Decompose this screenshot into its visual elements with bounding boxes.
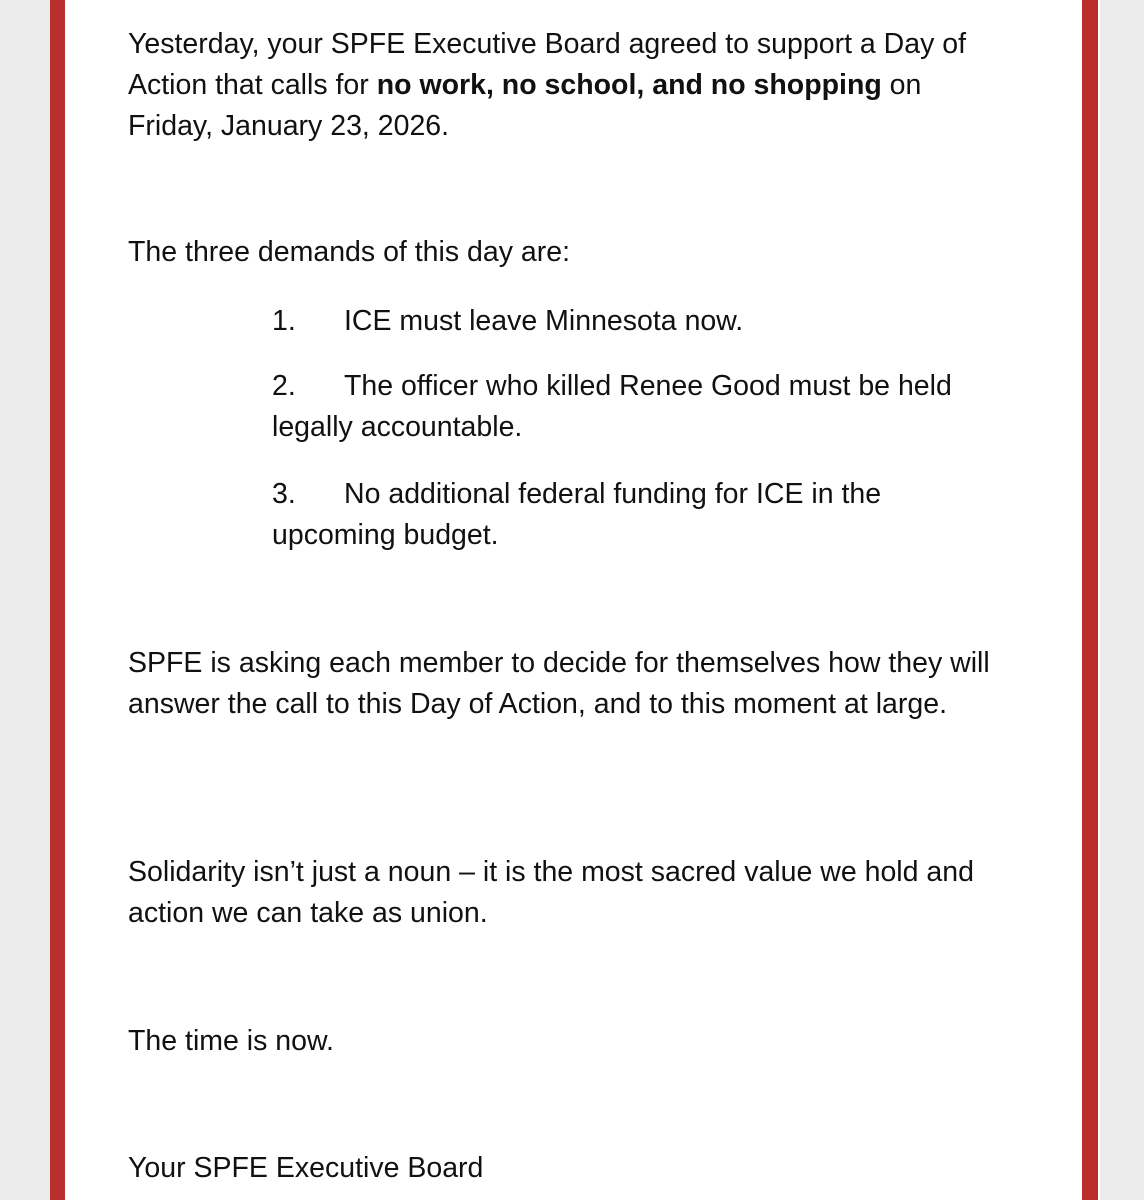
demand-item-1 <box>272 301 1012 342</box>
demand-text: No additional federal funding for ICE in the upcoming budget. <box>272 478 882 551</box>
email-body <box>50 0 1100 1200</box>
demand-text: ICE must leave Minnesota now. <box>344 305 744 337</box>
demands-heading: The three demands of this day are: <box>128 236 571 268</box>
intro-text-after: on Friday, January 23, 2026. <box>128 69 922 142</box>
intro-text-before: Yesterday, your SPFE Executive Board agreed to support a Day of Action that calls for <box>128 28 967 101</box>
demand-text: The officer who killed Renee Good must be held legally accountable. <box>272 370 952 443</box>
signature: Your SPFE Executive Board <box>128 1152 484 1184</box>
right-red-border <box>1082 0 1098 1200</box>
closing-line: The time is now. <box>128 1025 334 1057</box>
demand-item-3 <box>272 474 1012 556</box>
intro-paragraph <box>128 24 1008 147</box>
demand-number: 3. <box>272 478 296 510</box>
demand-item-2 <box>272 366 1012 448</box>
intro-bold-text: no work, no school, and no shopping <box>376 69 882 101</box>
demand-number: 1. <box>272 305 296 337</box>
solidarity-paragraph: Solidarity isn’t just a noun – it is the most sacred value we hold and action we can take as union. <box>128 856 974 929</box>
ask-paragraph: SPFE is asking each member to decide for themselves how they will answer the call to this Day of Action, and to this moment at large. <box>128 647 990 720</box>
left-red-border <box>50 0 65 1200</box>
demand-number: 2. <box>272 370 296 402</box>
